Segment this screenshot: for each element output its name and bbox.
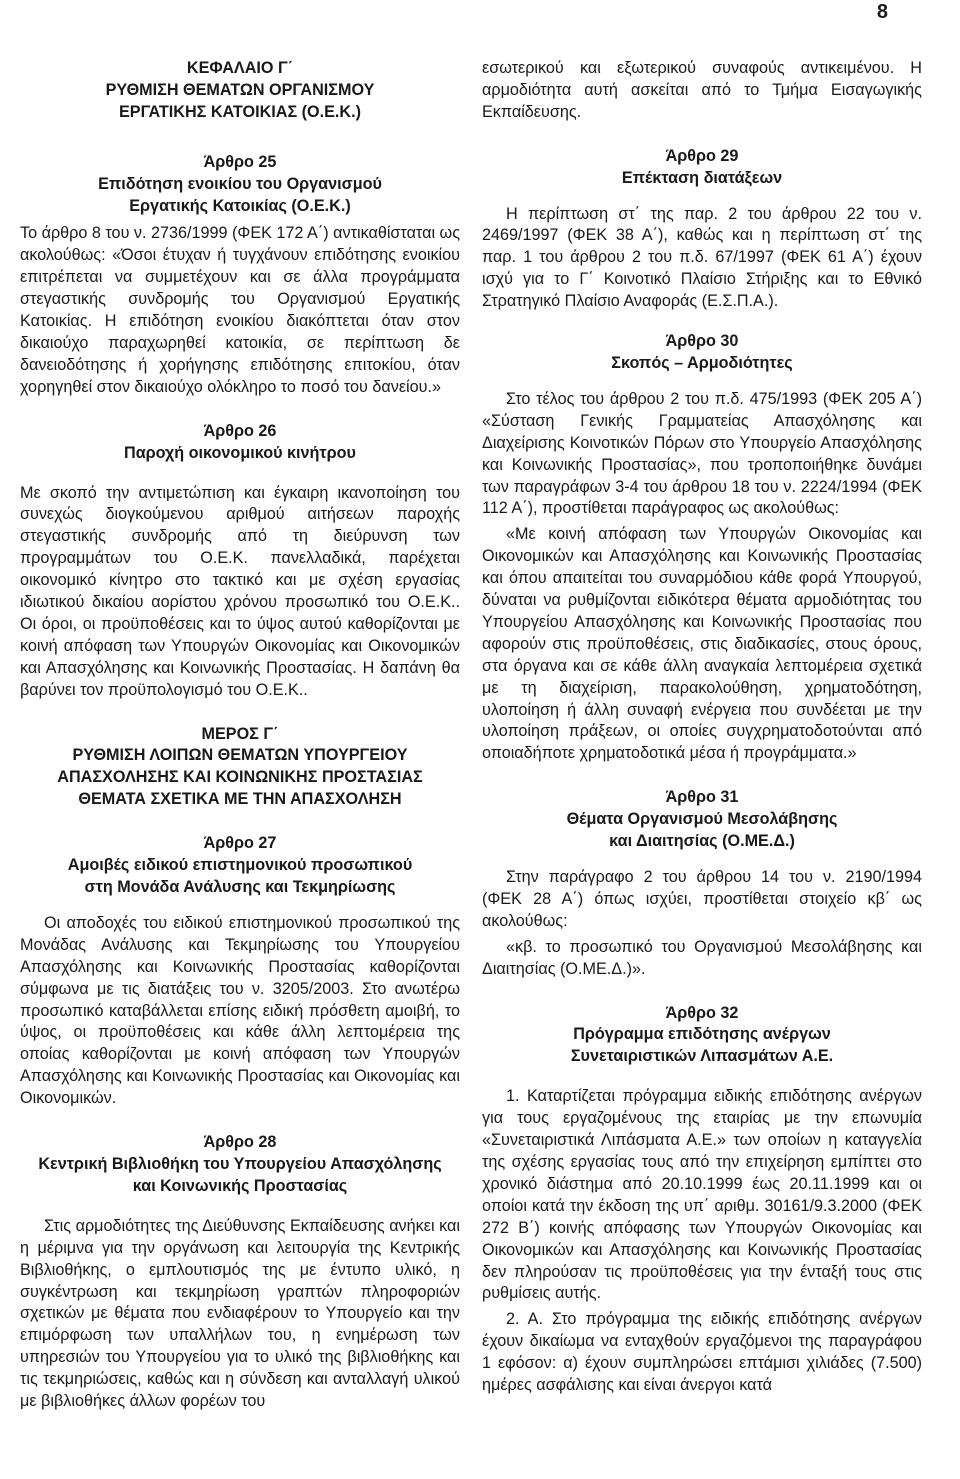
heading-line: ΜΕΡΟΣ Γ΄ [201,724,279,743]
heading-line: ΕΡΓΑΤΙΚΗΣ ΚΑΤΟΙΚΙΑΣ (Ο.Ε.Κ.) [118,102,362,121]
heading-line: Παροχή οικονομικού κινήτρου [124,443,356,462]
article-30-heading [482,331,922,375]
right-column [482,58,922,1397]
heading-line: Άρθρο 30 [665,332,739,351]
heading-line: Θέματα Οργανισμού Μεσολάβησης [566,810,838,829]
article-28-text: Στις αρμοδιότητες της Διεύθυνσης Εκπαίδευσης ανήκει και η μέριμνα για την οργάνωση και λειτουργία της Κεντρικής Βιβλιοθήκης, ο εμπλουτισμός της με έντυπο υλικό, η συγκέντρωση και τεκμηρίωση γραπτών πληροφοριών σχετικών με θέματα που ενδιαφέρουν το Υπουργείο και την επιμόρφωση των υπαλλήλων του, η ενημέρωση των υπηρεσιών του Υπουργείου για το υλικό της βιβλιοθήκης και τις τεκμηριώσεις, καθώς και η σύνδεση και ανταλλαγή υλικού με βιβλιοθήκες άλλων φορέων του [20,1216,460,1411]
heading-line: Κεντρική Βιβλιοθήκη του Υπουργείου Απασχόλησης [38,1154,442,1173]
article-26-heading [20,421,460,465]
chapter-heading [20,58,460,124]
article-32-heading [482,1003,922,1069]
heading-line: Άρθρο 27 [203,834,277,853]
article-25-heading [20,152,460,218]
part-heading [20,724,460,812]
article-30-text-2: «Με κοινή απόφαση των Υπουργών Οικονομίας και Οικονομικών και Απασχόλησης και Κοινωνικής Προστασίας και όπου απαιτείται του συναρμόδιου κάθε φορά Υπουργού, δύναται να ρυθμίζονται ειδικότερα θέματα αρμοδιότητας του Υπουργείου Απασχόλησης και Κοινωνικής Προστασίας που αφορούν στις προϋποθέσεις, στις διαδικασίες, στους όρους, στα όργανα και σε κάθε άλλη αναγκαία λεπτομέρεια σχετικά με τη διαχείριση, παρακολούθηση, χρηματοδότηση, υλοποίηση ή άλλη συναφή ενέργεια που συνδέεται με την υλοποίηση πράξεων, οι οποίες συγχρηματοδοτούνται από οποιαδήποτε χρηματοδοτικά μέσα ή προγράμματα.» [482,525,922,763]
heading-line: Επέκταση διατάξεων [621,168,783,187]
heading-line: Άρθρο 25 [203,152,277,171]
article-27-heading [20,833,460,899]
article-26-text: Με σκοπό την αντιμετώπιση και έγκαιρη ικανοποίηση του συνεχώς διογκούμενου αριθμού αιτήσεων παροχής στεγαστικής συνδρομής από τη διεύρυνση των προγραμμάτων του Ο.Ε.Κ. πανελλαδικά, παρέχεται οικονομικό κίνητρο στο τακτικό και με σχέση εργασίας ιδιωτικού δικαίου αορίστου χρόνου προσωπικό του Ο.Ε.Κ.. Οι όροι, οι προϋποθέσεις και το ύψος αυτού καθορίζονται με κοινή απόφαση των Υπουργών Οικονομίας και Οικονομικών και Απασχόλησης και Κοινωνικής Προστασίας. Η δαπάνη θα βαρύνει τον προϋπολογισμό του Ο.Ε.Κ.. [20,483,460,699]
heading-line: Πρόγραμμα επιδότησης ανέργων [573,1025,831,1044]
heading-line: Επιδότηση ενοικίου του Οργανισμού [98,174,382,193]
heading-line: και Κοινωνικής Προστασίας [132,1176,348,1195]
article-31-text-2: «κβ. το προσωπικό του Οργανισμού Μεσολάβησης και Διαιτησίας (Ο.ΜΕ.Δ.)». [482,937,922,978]
article-28-heading [20,1132,460,1198]
continued-text: εσωτερικού και εξωτερικού συναφούς αντικειμένου. Η αρμοδιότητα αυτή ασκείται από το Τμήμα Εισαγωγικής Εκπαίδευσης. [482,59,922,121]
heading-line: Άρθρο 32 [665,1003,739,1022]
heading-line: ΡΥΘΜΙΣΗ ΘΕΜΑΤΩΝ ΟΡΓΑΝΙΣΜΟΥ [105,80,375,99]
heading-line: Συνεταιριστικών Λιπασμάτων Α.Ε. [570,1047,834,1066]
heading-line: Άρθρο 29 [665,146,739,165]
article-27-text: Οι αποδοχές του ειδικού επιστημονικού προσωπικού της Μονάδας Ανάλυσης και Τεκμηρίωσης του Υπουργείου Απασχόλησης και Κοινωνικής Προστασίας καθορίζονται σύμφωνα με τις διατάξεις του ν. 3205/2003. Στο ανωτέρω προσωπικό καταβάλλεται επίσης ειδική πρόσθετη αμοιβή, το ύψος, οι προϋποθέσεις και κάθε άλλη λεπτομέρεια της οποίας καθορίζονται με κοινή απόφαση των Υπουργών Απασχόλησης και Κοινωνικής Προστασίας και Οικονομίας και Οικονομικών. [20,913,460,1108]
heading-line: Άρθρο 26 [203,421,277,440]
heading-line: Σκοπός – Αρμοδιότητες [611,353,793,372]
article-30-text-1: Στο τέλος του άρθρου 2 του π.δ. 475/1993 (ΦΕΚ 205 Α΄) «Σύσταση Γενικής Γραμματείας Απασχόλησης και Διαχείρισης Κοινοτικών Πόρων στο Υπουργείο Απασχόλησης και Κοινωνικής Προστασίας», που τροποποιήθηκε δυνάμει των παραγράφων 3-4 του άρθρου 18 του ν. 2224/1994 (ΦΕΚ 112 Α΄), προστίθεται παράγραφος ως ακολούθως: [482,389,922,518]
heading-line: ΑΠΑΣΧΟΛΗΣΗΣ ΚΑΙ ΚΟΙΝΩΝΙΚΗΣ ΠΡΟΣΤΑΣΙΑΣ [57,768,423,787]
article-29-text: Η περίπτωση στ΄ της παρ. 2 του άρθρου 22 του ν. 2469/1997 (ΦΕΚ 38 Α΄), καθώς και η περίπτωση στ΄ της παρ. 1 του άρθρου 2 του π.δ. 67/1997 (ΦΕΚ 61 Α΄) έχουν ισχύ για το Γ΄ Κοινοτικό Πλαίσιο Στήριξης και το Εθνικό Στρατηγικό Πλαίσιο Αναφοράς (Ε.Σ.Π.Α.). [482,204,922,311]
heading-line: ΘΕΜΑΤΑ ΣΧΕΤΙΚΑ ΜΕ ΤΗΝ ΑΠΑΣΧΟΛΗΣΗ [78,790,402,809]
heading-line: Αμοιβές ειδικού επιστημονικού προσωπικού [67,856,413,875]
heading-line: Εργατικής Κατοικίας (Ο.Ε.Κ.) [129,196,351,215]
left-column [20,58,460,1413]
heading-line: στη Μονάδα Ανάλυσης και Τεκμηρίωσης [84,878,396,896]
article-31-heading [482,787,922,853]
article-32-text-2: 2. Α. Στο πρόγραμμα της ειδικής επιδότησης ανέργων έχουν δικαίωμα να ενταχθούν εργαζόμενοι της παραγράφου 1 εφόσον: α) έχουν συμπληρώσει επτάμισι χιλιάδες (7.500) ημέρες ασφάλισης και είναι άνεργοι κατά [482,1310,922,1395]
heading-line: ΡΥΘΜΙΣΗ ΛΟΙΠΩΝ ΘΕΜΑΤΩΝ ΥΠΟΥΡΓΕΙΟΥ [72,746,408,765]
article-29-heading [482,146,922,190]
article-32-text-1: 1. Καταρτίζεται πρόγραμμα ειδικής επιδότησης ανέργων για τους εργαζομένους της εταιρίας με την επωνυμία «Συνεταιριστικά Λιπάσματα Α.Ε.» των οποίων η καταγγελία της σχέσης εργασίας τους από την επιχείρηση εμπίπτει στο χρονικό διάστημα από 20.10.1999 έως 20.11.1999 και οι οποίοι κατά την έκδοση της υπ΄ αριθμ. 30161/9.3.2000 (ΦΕΚ 272 Β΄) κοινής απόφασης των Υπουργών Οικονομίας και Οικονομικών και Απασχόλησης και Κοινωνικής Προστασίας δεν πληρούσαν τις προϋποθέσεις για την ένταξή τους στις ρυθμίσεις αυτής. [482,1087,922,1303]
page-number: 8 [876,1,888,23]
heading-line: ΚΕΦΑΛΑΙΟ Γ΄ [186,59,294,77]
heading-line: και Διαιτησίας (Ο.ΜΕ.Δ.) [609,832,795,851]
article-25-text: Το άρθρο 8 του ν. 2736/1999 (ΦΕΚ 172 Α΄) αντικαθίσταται ως ακολούθως: «Όσοι έτυχαν ή τυγχάνουν επιδότησης ενοικίου επιτρέπεται να συμμετέχουν και σε άλλα προγράμματα στεγαστικής συνδρομής του Οργανισμού Εργατικής Κατοικίας. Η επιδότηση ενοικίου διακόπτεται όταν στον δικαιούχο παραχωρηθεί κατοικία, σε περίπτωση δε δανειοδότησης ή χορήγησης επιδότησης επιτοκίου, όταν χορηγηθεί στον δικαιούχο ολόκληρο το ποσό του δανείου.» [20,224,460,396]
heading-line: Άρθρο 28 [203,1133,277,1152]
heading-line: Άρθρο 31 [665,788,739,807]
article-31-text-1: Στην παράγραφο 2 του άρθρου 14 του ν. 2190/1994 (ΦΕΚ 28 Α΄) όπως ισχύει, προστίθεται στοιχείο κβ΄ ως ακολούθως: [482,868,922,930]
